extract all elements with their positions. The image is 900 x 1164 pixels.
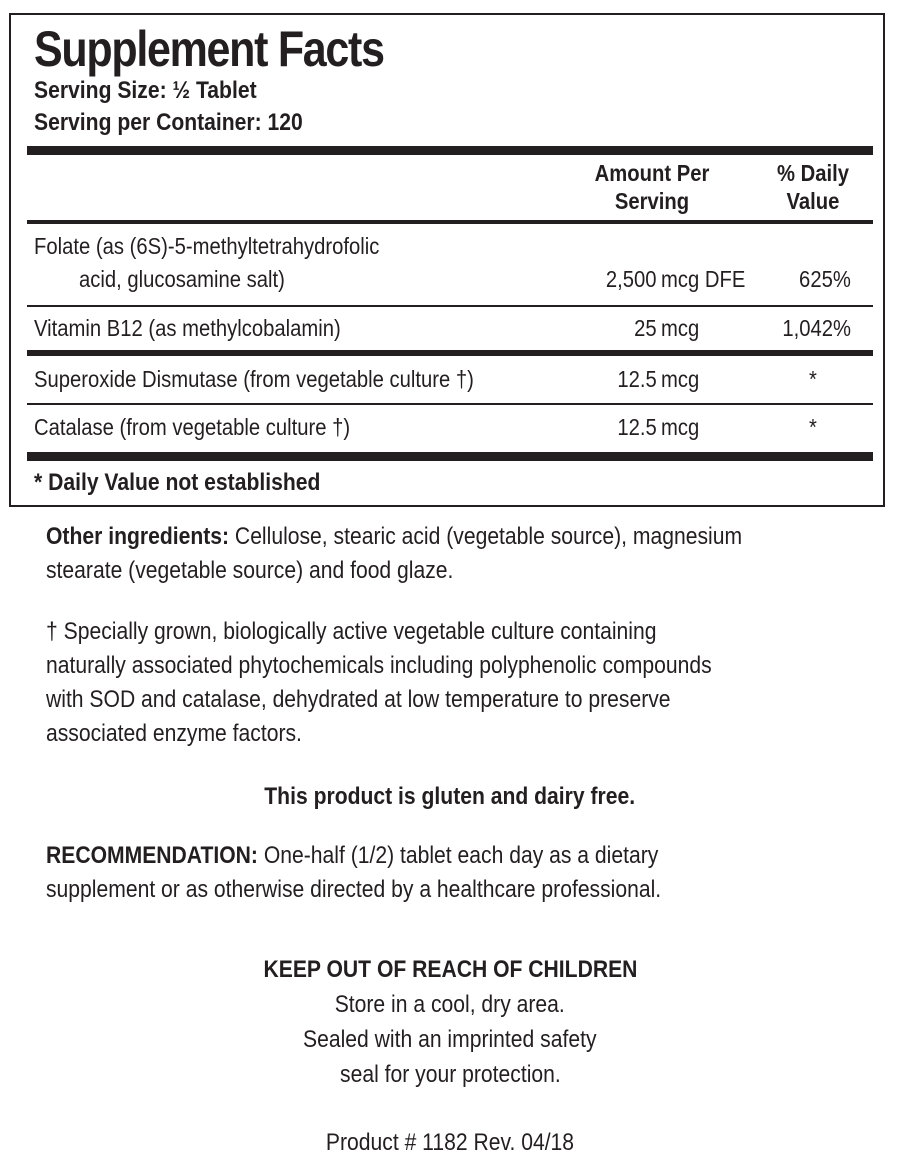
amount-header-line1: Amount Per: [594, 160, 710, 186]
daily-value-header: [767, 159, 859, 215]
recommendation-label: RECOMMENDATION:: [46, 842, 258, 869]
recommendation-text1: One-half (1/2) tablet each day as a dietary: [257, 842, 659, 869]
note-line3: with SOD and catalase, dehydrated at low temperature to preserve: [46, 686, 671, 713]
b12-dv: 1,042%: [782, 315, 851, 341]
other-ingredients-text1: Cellulose, stearic acid (vegetable source), magnesium: [229, 523, 743, 550]
footer-thick-rule: [27, 452, 873, 461]
serving-size: Serving Size: ½ Tablet: [34, 77, 257, 104]
sod-unit: mcg: [661, 366, 700, 392]
folate-name-line2: acid, glucosamine salt): [79, 266, 285, 292]
sod-dv: *: [809, 366, 817, 392]
keep-out-of-reach-heading: [0, 953, 900, 987]
column-header-rule: [27, 220, 873, 224]
amount-per-serving-header: [586, 159, 718, 215]
note-line4: associated enzyme factors.: [46, 720, 302, 747]
storage-text: Store in a cool, dry area.: [334, 991, 566, 1018]
b12-name: Vitamin B12 (as methylcobalamin): [34, 315, 341, 341]
catalase-amount: 12.5: [617, 414, 657, 440]
catalase-dv: *: [809, 414, 817, 440]
folate-name-line1: Folate (as (6S)-5-methyltetrahydrofolic: [34, 233, 380, 259]
other-ingredients-line2: stearate (vegetable source) and food glaze.: [46, 557, 454, 584]
catalase-name: Catalase (from vegetable culture †): [34, 414, 351, 440]
note-line1: † Specially grown, biologically active vegetable culture containing: [46, 618, 657, 645]
dv-header-line1: % Daily: [776, 160, 849, 186]
other-ingredients-label: Other ingredients:: [46, 523, 230, 550]
folate-amount: 2,500: [606, 266, 657, 292]
recommendation-line2: supplement or as otherwise directed by a healthcare professional.: [46, 876, 662, 903]
sod-amount: 12.5: [617, 366, 657, 392]
amount-header-line2: Serving: [614, 188, 690, 214]
seal-line1: [0, 1023, 900, 1057]
b12-amount: 25: [634, 315, 657, 341]
seal-text1: Sealed with an imprinted safety: [303, 1026, 597, 1053]
catalase-unit: mcg: [661, 414, 700, 440]
seal-line2: [0, 1058, 900, 1092]
supplement-facts-panel: [9, 13, 885, 507]
dv-header-line2: Value: [786, 188, 840, 214]
sod-name: Superoxide Dismutase (from vegetable culture †): [34, 366, 474, 392]
product-code: [0, 1126, 900, 1160]
vegetable-culture-note: [46, 615, 847, 751]
note-line2: naturally associated phytochemicals including polyphenolic compounds: [46, 652, 712, 679]
folate-unit: mcg DFE: [661, 266, 746, 292]
seal-text2: seal for your protection.: [339, 1061, 561, 1088]
daily-value-footnote: * Daily Value not established: [34, 469, 321, 496]
other-ingredients: [46, 520, 847, 588]
servings-per-container: Serving per Container: 120: [34, 109, 303, 136]
product-code-text: Product # 1182 Rev. 04/18: [325, 1129, 575, 1156]
other-ingredients-line1: [46, 520, 847, 554]
vitamin-section-rule: [27, 350, 873, 356]
gluten-dairy-statement: [0, 780, 900, 814]
storage-line: [0, 988, 900, 1022]
header-thick-rule: [27, 146, 873, 155]
gluten-dairy-text: This product is gluten and dairy free.: [264, 783, 636, 810]
warning-heading-text: KEEP OUT OF REACH OF CHILDREN: [263, 956, 637, 983]
row-divider: [27, 403, 873, 405]
row-divider: [27, 305, 873, 307]
recommendation: [46, 839, 847, 907]
recommendation-line1: [46, 839, 847, 873]
b12-unit: mcg: [661, 315, 700, 341]
panel-title: Supplement Facts: [34, 21, 384, 77]
folate-dv: 625%: [799, 266, 851, 292]
